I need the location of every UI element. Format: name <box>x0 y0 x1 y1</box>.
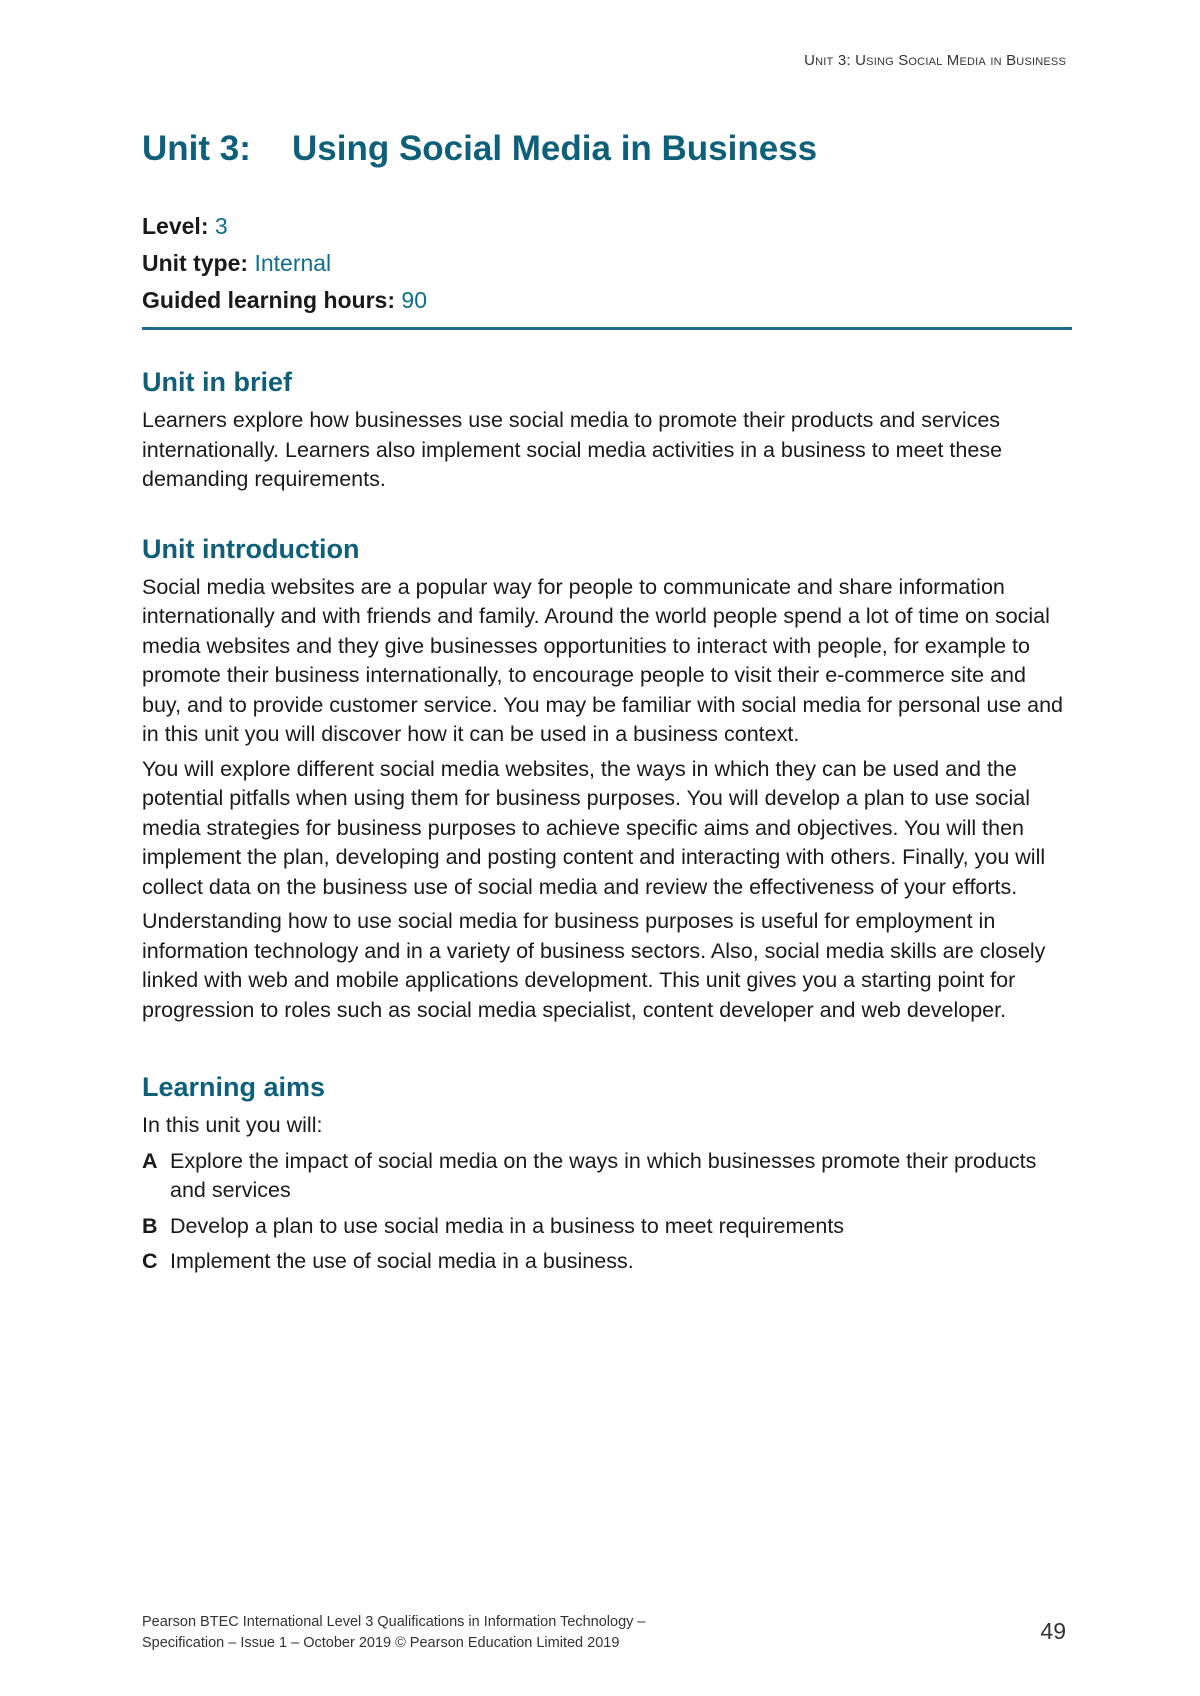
introduction-paragraph: Understanding how to use social media for business purposes is useful for employment in information technology and in a variety of business sectors. Also, social media skills are closely linked with web and mobile applications development. This unit gives you a starting point for progression to roles such as social media specialist, content developer and web developer. <box>142 909 1046 1022</box>
introduction-heading: Unit introduction <box>142 533 360 564</box>
introduction-paragraph: Social media websites are a popular way for people to communicate and share information internationally and with friends and family. Around the world people spend a lot of time on social media websites and they give businesses opportunities to interact with people, for example to promote their business internationally, to encourage people to visit their e-commerce site and buy, and to provide customer service. You may be familiar with social media for personal use and in this unit you will discover how it can be used in a business context. <box>142 574 1063 746</box>
page-content <box>142 120 1070 1283</box>
section-unit-introduction <box>142 531 1070 1026</box>
aim-text: Explore the impact of social media on the ways in which businesses promote their products and services <box>170 1148 1037 1202</box>
aim-letter: B <box>142 1213 158 1238</box>
unit-title-text: Using Social Media in Business <box>292 129 818 168</box>
list-item <box>142 1147 1070 1206</box>
brief-heading: Unit in brief <box>142 367 292 397</box>
meta-level <box>142 208 1070 245</box>
footer-line-2: Specification – Issue 1 – October 2019 © Pearson Education Limited 2019 <box>142 1635 620 1651</box>
aim-letter: A <box>142 1148 158 1173</box>
glh-value: 90 <box>401 287 427 313</box>
aim-letter: C <box>142 1249 158 1273</box>
list-item <box>142 1212 1070 1242</box>
brief-text: Learners explore how businesses use social media to promote their products and services internationally. Learners also implement social media activities in a business to meet these demanding requirements. <box>142 408 1003 491</box>
meta-glh <box>142 282 1070 319</box>
unit-meta <box>142 208 1070 319</box>
unit-type-value: Internal <box>254 250 332 276</box>
introduction-paragraph: You will explore different social media websites, the ways in which they can be used and the potential pitfalls when using them for business purposes. You will develop a plan to use social media strategies for business purposes to achieve specific aims and objectives. You will then implement the plan, developing and posting content and interacting with others. Finally, you will collect data on the business use of social media and review the effectiveness of your efforts. <box>142 756 1046 899</box>
footer-line-1: Pearson BTEC International Level 3 Qualifications in Information Technology – <box>142 1614 646 1630</box>
unit-type-label: Unit type: <box>142 250 249 276</box>
footer <box>142 1612 646 1654</box>
divider <box>142 327 1072 330</box>
meta-unit-type <box>142 245 1070 282</box>
section-learning-aims <box>142 1069 1070 1277</box>
list-item <box>142 1247 1070 1277</box>
level-label: Level: <box>142 213 209 239</box>
page-number: 49 <box>1040 1618 1066 1644</box>
aims-intro: In this unit you will: <box>142 1113 323 1137</box>
aim-text: Implement the use of social media in a business. <box>170 1249 634 1273</box>
glh-label: Guided learning hours: <box>142 287 396 313</box>
unit-number: Unit 3: <box>142 129 251 168</box>
level-value: 3 <box>214 213 228 239</box>
page-title <box>142 120 1070 178</box>
aims-list <box>142 1147 1070 1277</box>
section-unit-in-brief <box>142 364 1070 495</box>
aim-text: Develop a plan to use social media in a business to meet requirements <box>170 1213 845 1238</box>
running-header: Unit 3: Using Social Media in Business <box>804 52 1066 69</box>
aims-heading: Learning aims <box>142 1072 326 1102</box>
